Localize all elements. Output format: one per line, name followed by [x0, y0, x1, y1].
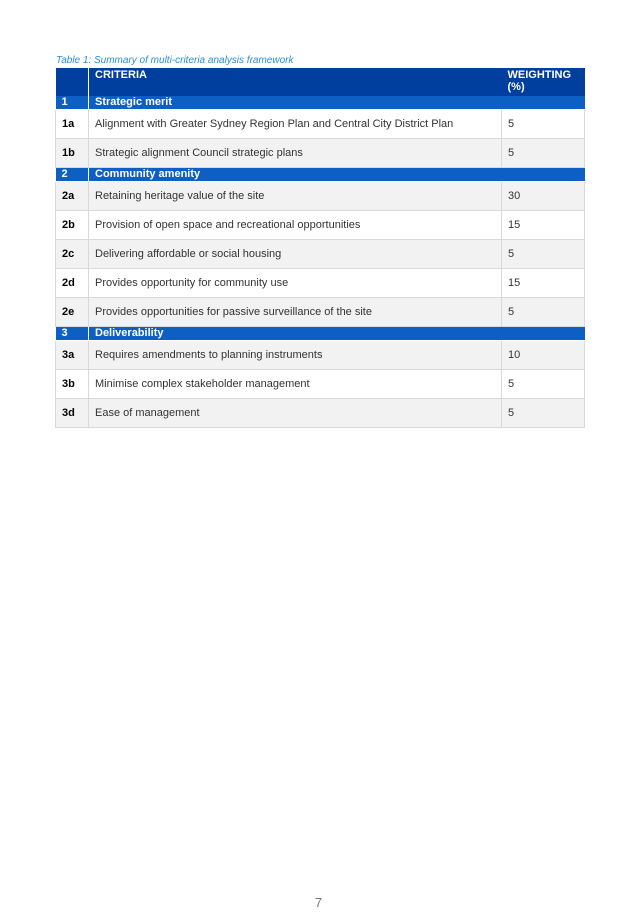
header-number	[56, 68, 89, 96]
row-criteria: Provides opportunity for community use	[89, 269, 502, 298]
row-weighting: 5	[502, 370, 585, 399]
table-row	[56, 110, 585, 139]
row-criteria: Delivering affordable or social housing	[89, 240, 502, 269]
section-row-community-amenity	[56, 168, 585, 182]
table-row	[56, 370, 585, 399]
header-weighting: WEIGHTING (%)	[502, 68, 585, 96]
table-row	[56, 182, 585, 211]
criteria-table	[55, 68, 585, 428]
row-criteria: Retaining heritage value of the site	[89, 182, 502, 211]
row-criteria: Provides opportunities for passive surveillance of the site	[89, 298, 502, 327]
table-row	[56, 341, 585, 370]
row-weighting: 15	[502, 269, 585, 298]
row-id: 3a	[56, 341, 89, 370]
row-id: 1b	[56, 139, 89, 168]
section-number: 3	[56, 327, 89, 341]
table-row	[56, 399, 585, 428]
table-row	[56, 298, 585, 327]
table-row	[56, 269, 585, 298]
table-row	[56, 211, 585, 240]
table-row	[56, 240, 585, 269]
row-weighting: 10	[502, 341, 585, 370]
row-weighting: 5	[502, 298, 585, 327]
table-row	[56, 139, 585, 168]
page-number: 7	[314, 895, 323, 910]
row-criteria: Requires amendments to planning instruments	[89, 341, 502, 370]
row-id: 1a	[56, 110, 89, 139]
row-weighting: 15	[502, 211, 585, 240]
section-number: 1	[56, 96, 89, 110]
row-id: 2a	[56, 182, 89, 211]
row-id: 2c	[56, 240, 89, 269]
row-id: 2d	[56, 269, 89, 298]
table-header-row	[56, 68, 585, 96]
row-weighting: 5	[502, 110, 585, 139]
row-criteria: Provision of open space and recreational opportunities	[89, 211, 502, 240]
row-weighting: 5	[502, 240, 585, 269]
row-id: 2b	[56, 211, 89, 240]
row-weighting: 5	[502, 139, 585, 168]
section-row-deliverability	[56, 327, 585, 341]
row-criteria: Strategic alignment Council strategic plans	[89, 139, 502, 168]
row-id: 3b	[56, 370, 89, 399]
row-id: 3d	[56, 399, 89, 428]
row-criteria: Ease of management	[89, 399, 502, 428]
section-number: 2	[56, 168, 89, 182]
row-criteria: Minimise complex stakeholder management	[89, 370, 502, 399]
section-title: Community amenity	[89, 168, 585, 182]
row-weighting: 30	[502, 182, 585, 211]
table-caption: Table 1: Summary of multi-criteria analysis framework	[56, 55, 294, 66]
section-title: Strategic merit	[89, 96, 585, 110]
header-criteria: CRITERIA	[89, 68, 502, 96]
section-row-strategic-merit	[56, 96, 585, 110]
section-title: Deliverability	[89, 327, 585, 341]
row-weighting: 5	[502, 399, 585, 428]
row-criteria: Alignment with Greater Sydney Region Plan and Central City District Plan	[89, 110, 502, 139]
row-id: 2e	[56, 298, 89, 327]
